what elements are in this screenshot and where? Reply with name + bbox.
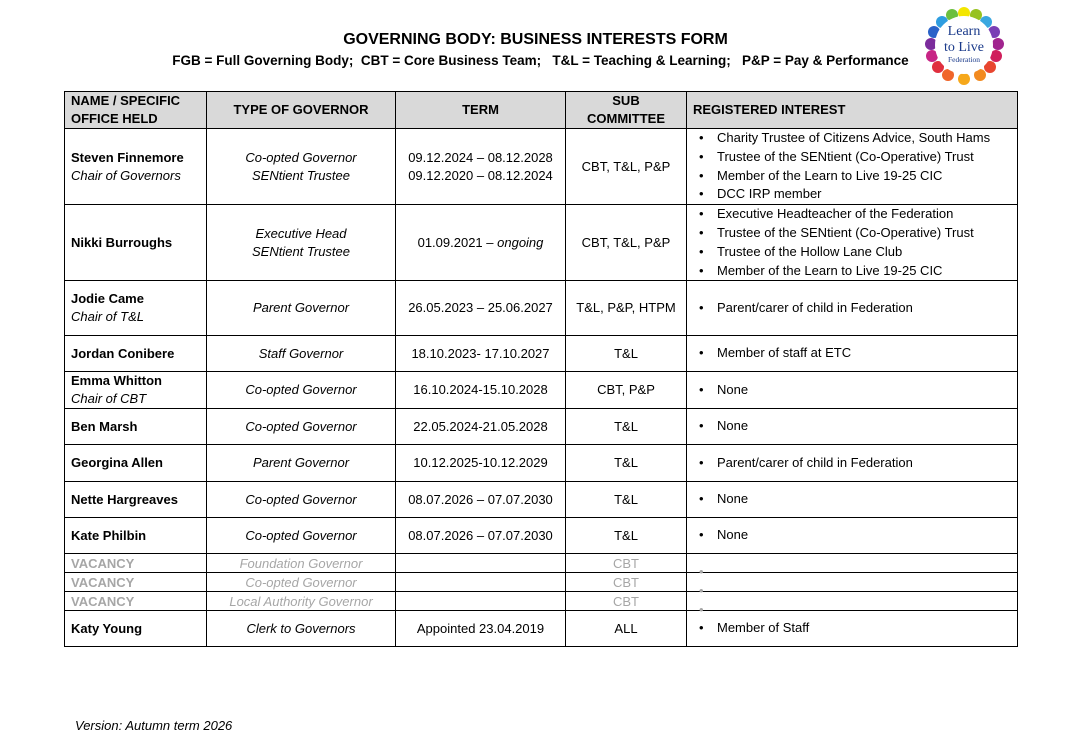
interest-item: • DCC IRP member (693, 185, 1011, 204)
interest-cell (687, 518, 1018, 554)
type-cell (207, 129, 396, 205)
governor-name: Kate Philbin (71, 527, 147, 543)
sub-committee-cell: CBT, T&L, P&P (566, 129, 687, 205)
governor-name: VACANCY (71, 555, 135, 571)
term-value: 01.09.2021 – (417, 234, 498, 250)
interest-item: • Trustee of the SENtient (Co-Operative) Trust (693, 148, 1011, 167)
interest-cell (687, 592, 1018, 611)
logo-text-to-live: to Live (943, 40, 985, 55)
sub-committee-cell: T&L (566, 336, 687, 372)
name-cell (65, 409, 207, 445)
term-cell: 08.07.2026 – 07.07.2030 (396, 518, 566, 554)
governor-name: VACANCY (71, 574, 135, 590)
governor-name: Nette Hargreaves (71, 491, 178, 507)
governor-type: Executive Head (255, 225, 347, 241)
type-cell: Foundation Governor (207, 554, 396, 573)
governor-name: VACANCY (71, 593, 135, 609)
interest-item: • Parent/carer of child in Federation (693, 454, 1011, 473)
sub-committee-cell: CBT (566, 554, 687, 573)
interest-item: • Trustee of the SENtient (Co-Operative) Trust (693, 224, 1011, 243)
table-row (65, 372, 1018, 409)
type-cell: Co-opted Governor (207, 482, 396, 518)
interest-cell (687, 372, 1018, 409)
governors-table (64, 91, 1018, 647)
name-cell (65, 482, 207, 518)
governor-type: Co-opted Governor (245, 149, 357, 165)
term-cell: Appointed 23.04.2019 (396, 611, 566, 647)
term-cell (396, 205, 566, 281)
governor-name: Georgina Allen (71, 455, 163, 471)
governor-name: Jordan Conibere (71, 345, 175, 361)
learn-to-live-logo (918, 4, 1010, 88)
sub-committee-cell: CBT (566, 592, 687, 611)
interest-cell (687, 409, 1018, 445)
governor-name: Nikki Burroughs (71, 234, 173, 250)
governor-type-secondary: SENtient Trustee (251, 243, 351, 259)
term-cell: 16.10.2024-15.10.2028 (396, 372, 566, 409)
interest-item: • Member of Staff (693, 619, 1011, 638)
interest-cell (687, 205, 1018, 281)
header-type: TYPE OF GOVERNOR (207, 92, 396, 129)
logo-text-learn: Learn (947, 24, 981, 39)
name-cell (65, 592, 207, 611)
name-cell (65, 129, 207, 205)
table-row (65, 336, 1018, 372)
term-cell: 08.07.2026 – 07.07.2030 (396, 482, 566, 518)
term-cell: 22.05.2024-21.05.2028 (396, 409, 566, 445)
table-row (65, 281, 1018, 336)
header-term: TERM (396, 92, 566, 129)
interest-item: • None (693, 490, 1011, 509)
term-cell (396, 554, 566, 573)
name-cell (65, 518, 207, 554)
sub-committee-cell: CBT, P&P (566, 372, 687, 409)
interest-item: • Member of the Learn to Live 19-25 CIC (693, 262, 1011, 281)
table-row (65, 518, 1018, 554)
governor-name: Jodie Came (71, 291, 144, 307)
type-cell: Local Authority Governor (207, 592, 396, 611)
name-cell (65, 281, 207, 336)
type-cell: Co-opted Governor (207, 518, 396, 554)
type-cell: Parent Governor (207, 445, 396, 482)
interest-cell (687, 573, 1018, 592)
term-cell (396, 573, 566, 592)
logo-text-federation: Federation (947, 55, 981, 64)
table-row-vacancy (65, 592, 1018, 611)
table-header-row (65, 92, 1018, 129)
interest-item: • Parent/carer of child in Federation (693, 299, 1011, 318)
type-cell: Co-opted Governor (207, 409, 396, 445)
interest-item: • Executive Headteacher of the Federation (693, 205, 1011, 224)
table-row (65, 611, 1018, 647)
name-cell (65, 554, 207, 573)
type-cell: Co-opted Governor (207, 372, 396, 409)
table-row (65, 482, 1018, 518)
term-cell: 10.12.2025-10.12.2029 (396, 445, 566, 482)
governor-name: Katy Young (71, 620, 143, 636)
governor-name: Steven Finnemore (71, 149, 184, 165)
interest-item: • Member of the Learn to Live 19-25 CIC (693, 167, 1011, 186)
interest-cell (687, 482, 1018, 518)
term-cell: 26.05.2023 – 25.06.2027 (396, 281, 566, 336)
table-row (65, 129, 1018, 205)
interest-cell (687, 445, 1018, 482)
sub-committee-cell: T&L (566, 409, 687, 445)
office-held: Chair of Governors (71, 167, 181, 183)
table-row (65, 409, 1018, 445)
term-cell: 18.10.2023- 17.10.2027 (396, 336, 566, 372)
term-cell (396, 129, 566, 205)
name-cell (65, 573, 207, 592)
name-cell (65, 372, 207, 409)
table-row (65, 205, 1018, 281)
sub-committee-cell: T&L (566, 518, 687, 554)
interest-item: • None (693, 526, 1011, 545)
governor-name: Emma Whitton (71, 373, 162, 389)
name-cell (65, 336, 207, 372)
term-ongoing: ongoing (497, 234, 544, 250)
type-cell (207, 205, 396, 281)
table-row-vacancy (65, 554, 1018, 573)
header-name: NAME / SPECIFIC OFFICE HELD (65, 92, 207, 129)
table-row (65, 445, 1018, 482)
interest-item: • None (693, 417, 1011, 436)
type-cell: Co-opted Governor (207, 573, 396, 592)
table-row-vacancy (65, 573, 1018, 592)
name-cell (65, 445, 207, 482)
sub-committee-cell: ALL (566, 611, 687, 647)
term-cell (396, 592, 566, 611)
interest-item: • Trustee of the Hollow Lane Club (693, 243, 1011, 262)
type-cell: Parent Governor (207, 281, 396, 336)
type-cell: Staff Governor (207, 336, 396, 372)
sub-committee-cell: CBT (566, 573, 687, 592)
page-title: GOVERNING BODY: BUSINESS INTERESTS FORM (343, 31, 728, 48)
interest-cell (687, 611, 1018, 647)
sub-committee-cell: T&L (566, 445, 687, 482)
sub-committee-cell: T&L, P&P, HTPM (566, 281, 687, 336)
interest-cell (687, 129, 1018, 205)
header-sub-committee: SUB COMMITTEE (566, 92, 687, 129)
interest-item: • Member of staff at ETC (693, 344, 1011, 363)
interest-cell (687, 281, 1018, 336)
sub-committee-cell: T&L (566, 482, 687, 518)
abbreviations-key: FGB = Full Governing Body; CBT = Core Business Team; T&L = Teaching & Learning; P&P = Pay & Performance (172, 53, 909, 68)
header-registered-interest: REGISTERED INTEREST (687, 92, 1018, 129)
interest-cell (687, 336, 1018, 372)
interest-cell (687, 554, 1018, 573)
type-cell: Clerk to Governors (207, 611, 396, 647)
term-value-secondary: 09.12.2020 – 08.12.2024 (408, 167, 553, 183)
interest-item: • Charity Trustee of Citizens Advice, South Hams (693, 129, 1011, 148)
version-note: Version: Autumn term 2026 (75, 718, 233, 733)
sub-committee-cell: CBT, T&L, P&P (566, 205, 687, 281)
interest-item: • None (693, 381, 1011, 400)
office-held: Chair of CBT (71, 391, 147, 407)
name-cell (65, 205, 207, 281)
term-value: 09.12.2024 – 08.12.2028 (408, 149, 553, 165)
name-cell (65, 611, 207, 647)
governor-name: Ben Marsh (71, 418, 138, 434)
governor-type-secondary: SENtient Trustee (251, 167, 351, 183)
office-held: Chair of T&L (71, 309, 144, 325)
